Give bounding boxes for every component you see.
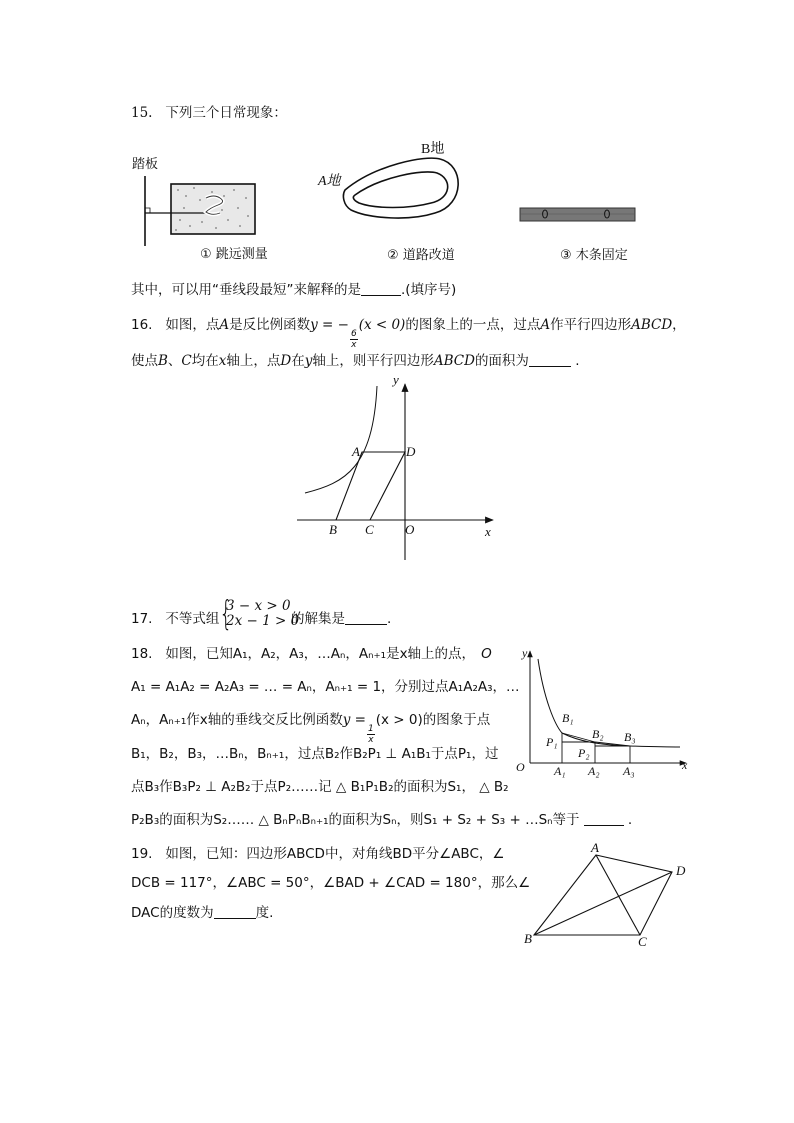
q16-label-d: D xyxy=(406,444,416,459)
q16-frac-num: 6 xyxy=(350,329,357,339)
q15-fig1-long-jump xyxy=(128,150,268,260)
q16-text-h: 轴上，点 xyxy=(226,353,281,369)
q18-line3-func: y = xyxy=(342,712,366,728)
q16-y-ref: y xyxy=(304,353,313,369)
q16-text-c: 的图象上的一点，过点 xyxy=(405,317,541,333)
q19-line1 xyxy=(131,845,505,863)
q16-parallelogram xyxy=(336,452,405,520)
q19-figure xyxy=(520,842,700,952)
q18-line6 xyxy=(131,811,632,829)
q19-line3 xyxy=(131,904,273,922)
q16-frac-den: x xyxy=(351,340,357,350)
q16-b-ref: B xyxy=(158,353,168,369)
q19-label-c: C xyxy=(638,934,647,949)
q16-text-i: 在 xyxy=(291,353,305,369)
q18-line3-a: Aₙ，Aₙ₊₁作x轴的垂线交反比例函数 xyxy=(131,712,343,728)
q16-d-ref: D xyxy=(280,353,292,369)
q15-fig3-bar xyxy=(520,208,635,221)
q15-fig3-wood xyxy=(515,195,645,265)
q18-label-p2: P₂ xyxy=(578,746,590,760)
q17-tail: 的解集是 xyxy=(291,611,345,627)
q17-end: . xyxy=(387,611,392,627)
q18-line1-o: O xyxy=(481,646,492,662)
q18-frac-num: 1 xyxy=(368,724,374,734)
q15-question xyxy=(131,281,456,299)
q16-text-f: 、 xyxy=(167,353,182,369)
q15-stem-text: 下列三个日常现象： xyxy=(165,105,287,121)
q18-fraction xyxy=(367,724,375,745)
q16-text-b: 是反比例函数 xyxy=(229,317,311,333)
q16-figure xyxy=(295,372,505,568)
q19-line1-text: 如图，已知：四边形ABCD中，对角线BD平分∠ABC，∠ xyxy=(165,846,505,862)
q16-hyperbola xyxy=(305,386,377,493)
q17-answer-blank[interactable] xyxy=(345,611,387,625)
q18-label-x: x xyxy=(682,758,688,772)
q17-ineq2: 2x − 1 > 0 xyxy=(226,613,300,629)
q16-abcd-ref: ABCD xyxy=(631,317,673,333)
q15-fig2-label-b: B地 xyxy=(421,142,445,157)
q15-number: 15. xyxy=(131,105,153,121)
q17-ineq1: 3 − x > 0 xyxy=(226,598,291,614)
q16-label-b: B xyxy=(329,522,337,537)
q16-line1: 16. 如图，点A是反比例函数y = − $\frac{6}{x}$ (x < 0)的图象上的一点，过点A作平行四边形ABCD， xyxy=(131,317,686,350)
q18-line4: B₁，B₂，B₃，…Bₙ，Bₙ₊₁，过点B₂作B₂P₁ ⊥ A₁B₁于点P₁，过 xyxy=(131,746,499,762)
q18-line1-text: 如图，已知A₁，A₂，A₃，…Aₙ，Aₙ₊₁是x轴上的点， xyxy=(165,646,476,662)
q15-fig2-caption: ② 道路改道 xyxy=(387,248,455,263)
q18-figure xyxy=(510,645,700,780)
q18-label-a1: A₁ xyxy=(554,764,566,778)
q16-label-o: O xyxy=(405,522,415,537)
q19-label-a: A xyxy=(591,840,599,855)
q18-label-a2: A₂ xyxy=(588,764,600,778)
q18-answer-blank[interactable] xyxy=(584,812,624,826)
q19-tail: 度. xyxy=(255,905,274,921)
q18-line1 xyxy=(131,645,492,663)
q19-number: 19. xyxy=(131,846,153,862)
q18-label-o: O xyxy=(516,760,525,774)
q15-fig1-label: 踏板 xyxy=(132,157,159,172)
q15-fig2-road-outer xyxy=(343,158,458,218)
q18-label-b1: B₁ xyxy=(562,711,574,725)
q15-question-text: 其中，可以用“垂线段最短”来解释的是 xyxy=(131,282,361,298)
q17-stem: 不等式组 xyxy=(165,611,220,627)
q18-line-b1b2 xyxy=(562,733,595,742)
q16-func: y = − xyxy=(310,317,349,333)
q18-label-b3: B₃ xyxy=(624,730,636,744)
q17-number: 17. xyxy=(131,611,153,627)
q16-label-x: x xyxy=(485,524,491,539)
q16-tail: . xyxy=(575,353,580,369)
q18-label-p1: P₁ xyxy=(546,735,558,749)
q15-fig3-caption: ③ 木条固定 xyxy=(560,248,628,263)
q15-fig2-road-inner xyxy=(353,172,447,208)
q19-diagonal-ac xyxy=(596,855,640,935)
q15-question-tail: .(填序号) xyxy=(401,282,457,298)
q16-label-c: C xyxy=(365,522,374,537)
q19-label-b: B xyxy=(524,931,532,946)
q16-line2 xyxy=(131,352,580,370)
q17-line xyxy=(131,610,219,628)
q16-x-ref: x xyxy=(218,353,227,369)
q18-line5: 点B₃作B₃P₂ ⊥ A₂B₂于点P₂……记 △ B₁P₁B₂的面积为S₁， △ B₂ xyxy=(131,779,509,795)
q16-text-j: 轴上，则平行四边形 xyxy=(312,353,434,369)
q19-line3-text: DAC的度数为 xyxy=(131,905,214,921)
q19-diagonal-bd xyxy=(534,872,672,935)
q18-label-y: y xyxy=(522,646,528,660)
q16-domain: (x < 0) xyxy=(358,317,406,333)
q16-text-e: 使点 xyxy=(131,353,158,369)
q19-answer-blank[interactable] xyxy=(214,905,256,919)
q18-tail: . xyxy=(627,812,633,828)
q16-text-g: 均在 xyxy=(191,353,219,369)
q15-stem xyxy=(131,104,287,122)
q15-answer-blank[interactable] xyxy=(361,282,401,296)
q15-fig2-label-a: A地 xyxy=(318,174,341,189)
q19-label-d: D xyxy=(676,863,686,878)
q16-fraction xyxy=(350,329,358,350)
q16-label-y: y xyxy=(393,372,399,387)
q18-line3 xyxy=(131,711,490,745)
q16-text-d: 作平行四边形 xyxy=(550,317,632,333)
q18-line2: A₁ = A₁A₂ = A₂A₃ = … = Aₙ，Aₙ₊₁ = 1，分别过点A₁A₂A₃，… xyxy=(131,679,520,695)
q16-answer-blank[interactable] xyxy=(529,353,571,367)
q16-label-a: A xyxy=(352,444,360,459)
q16-text-k: 的面积为 xyxy=(474,353,529,369)
q18-number: 18. xyxy=(131,646,153,662)
q18-frac-den: x xyxy=(368,735,374,745)
q16-point-a-ref2: A xyxy=(540,317,551,333)
q19-line2: DCB = 117°，∠ABC = 50°，∠BAD + ∠CAD = 180°，那么∠ xyxy=(131,875,531,891)
q18-label-a3: A₃ xyxy=(623,764,635,778)
q15-fig2-road xyxy=(315,135,475,265)
q16-number: 16. xyxy=(131,317,153,333)
q18-hyperbola xyxy=(538,659,680,747)
q17-tail-line xyxy=(291,610,391,628)
q16-text-a: 如图，点 xyxy=(165,317,220,333)
q16-c-ref: C xyxy=(181,353,192,369)
q17-brace: { xyxy=(219,594,233,634)
q18-line6-text: P₂B₃的面积为S₂…… △ BₙPₙBₙ₊₁的面积为Sₙ，则S₁ + S₂ + S₃ + …Sₙ等于 xyxy=(131,812,580,828)
q16-abcd-ref2: ABCD xyxy=(433,353,475,369)
q16-point-a-ref: A xyxy=(219,317,230,333)
q18-label-b2: B₂ xyxy=(592,727,604,741)
q18-line3-b: (x > 0)的图象于点 xyxy=(375,712,491,728)
q15-fig1-caption: ① 跳远测量 xyxy=(200,247,268,262)
